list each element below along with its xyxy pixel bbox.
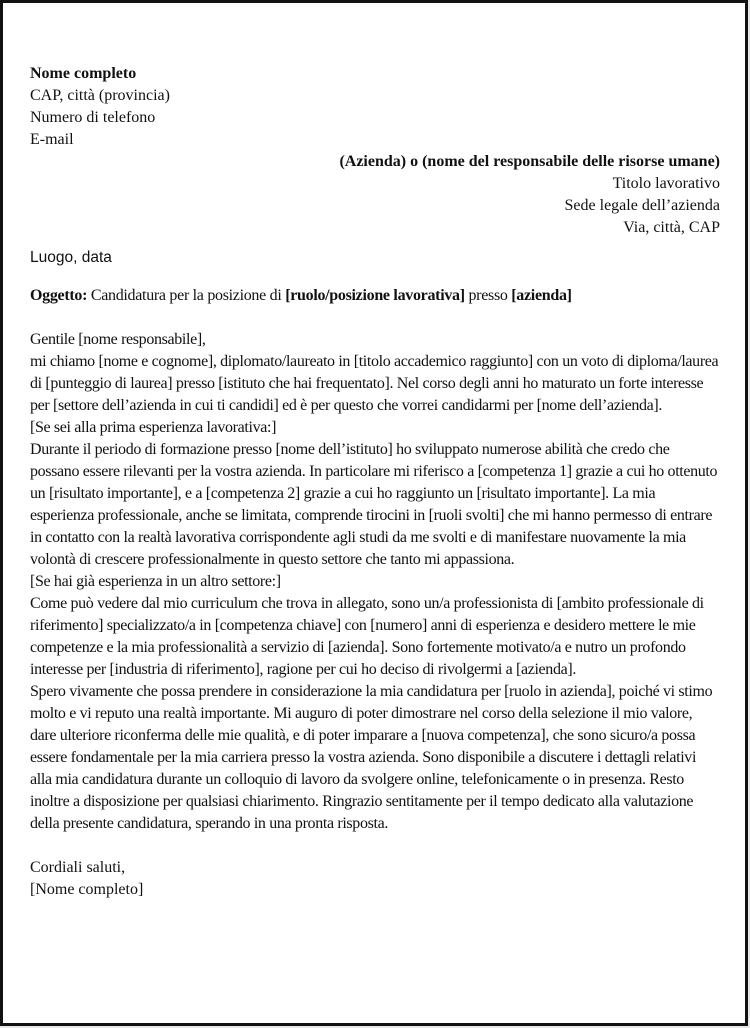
subject-role: [ruolo/posizione lavorativa] bbox=[285, 287, 465, 304]
first-experience-paragraph: Durante il periodo di formazione presso [nome dell’istituto] ho sviluppato numerose abilità che credo che possano essere rilevanti per la vostra azienda. In particolare mi riferisco a [competenza 1] grazie a cui ho ottenuto un [risultato importante], e a [competenza 2] grazie a cui ho raggiunto un [risultato importante]. La mia esperienza professionale, anche se limitata, comprende tirocini in [ruoli svolti] che mi hanno permesso di entrare in contatto con la realtà lavorativa corrispondente agli studi da me svolti e di manifestare nuovamente la mia volontà di crescere professionalmente in questo settore che tanto mi appassiona. bbox=[30, 441, 718, 568]
letter-content bbox=[30, 63, 720, 901]
other-sector-heading: [Se hai già esperienza in un altro settore:] bbox=[30, 573, 281, 590]
sender-email: E-mail bbox=[30, 131, 74, 148]
first-experience-heading: [Se sei alla prima esperienza lavorativa:] bbox=[30, 419, 277, 436]
recipient-company: (Azienda) o (nome del responsabile delle risorse umane) bbox=[339, 153, 720, 170]
recipient-office: Sede legale dell’azienda bbox=[564, 197, 720, 214]
place-date: Luogo, data bbox=[30, 249, 112, 266]
letter-body bbox=[30, 329, 720, 835]
subject-text-1: Candidatura per la posizione di bbox=[87, 287, 286, 304]
greeting: Gentile [nome responsabile], bbox=[30, 331, 206, 348]
subject-text-2: presso bbox=[464, 287, 512, 304]
conclusion-paragraph: Spero vivamente che possa prendere in considerazione la mia candidatura per [ruolo in azienda], poiché vi stimo molto e vi reputo una realtà importante. Mi auguro di poter dimostrare nel corso della selezione il mio valore, dare ulteriore riconferma delle mie qualità, e di poter imparare a [nuova competenza], che sono sicuro/a possa essere fondamentale per la mia carriera presso la vostra azienda. Sono disponibile a discutere i dettagli relativi alla mia candidatura durante un colloquio di lavoro da svolgere online, telefonicamente o in presenza. Resto inoltre a disposizione per qualsiasi chiarimento. Ringrazio sentitamente per il tempo dedicato alla valutazione della presente candidatura, sperando in una pronta risposta. bbox=[30, 683, 713, 832]
sender-city: CAP, città (provincia) bbox=[30, 87, 170, 104]
subject-line bbox=[30, 285, 720, 307]
recipient-job-title: Titolo lavorativo bbox=[612, 175, 720, 192]
sender-name: Nome completo bbox=[30, 65, 137, 82]
recipient-address: Via, città, CAP bbox=[623, 219, 720, 236]
sender-block bbox=[30, 63, 720, 151]
subject-company: [azienda] bbox=[511, 287, 572, 304]
recipient-block bbox=[30, 151, 720, 239]
other-sector-paragraph: Come può vedere dal mio curriculum che trova in allegato, sono un/a professionista di [ambito professionale di riferimento] specializzato/a in [competenza chiave] con [numero] anni di esperienza e desidero mettere le mie competenze e la mia professionalità a servizio di [azienda]. Sono fortemente motivato/a e nutro un profondo interesse per [industria di riferimento], ragione per cui ho deciso di rivolgermi a [azienda]. bbox=[30, 595, 704, 678]
signature: [Nome completo] bbox=[30, 881, 144, 898]
subject-label: Oggetto: bbox=[30, 287, 88, 304]
closing-block bbox=[30, 857, 720, 901]
sender-phone: Numero di telefono bbox=[30, 109, 156, 126]
salutation: Cordiali saluti, bbox=[30, 859, 126, 876]
intro-paragraph: mi chiamo [nome e cognome], diplomato/laureato in [titolo accademico raggiunto] con un voto di diploma/laurea di [punteggio di laurea] presso [istituto che hai frequentato]. Nel corso degli anni ho maturato un forte interesse per [settore dell’azienda in cui ti candidi] ed è per questo che vorrei candidarmi per [nome dell’azienda]. bbox=[30, 353, 719, 414]
